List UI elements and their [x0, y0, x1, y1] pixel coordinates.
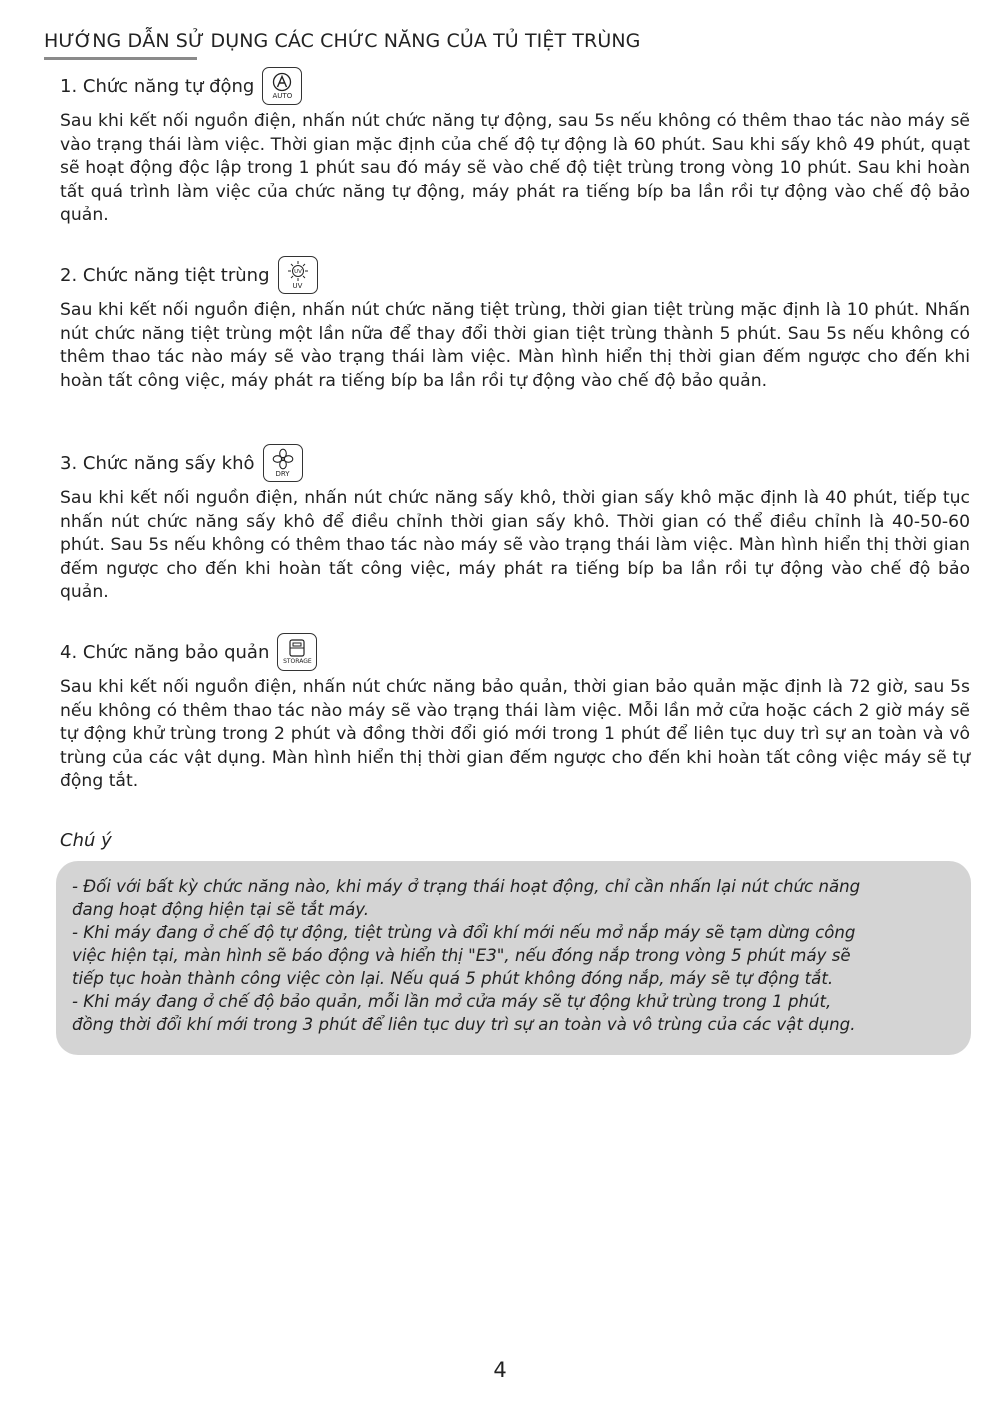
- note-line: - Khi máy đang ở chế độ tự động, tiệt trùng và đổi khí mới nếu mở nắp máy sẽ tạm dừng công: [72, 923, 856, 942]
- icon-caption: DRY: [275, 470, 290, 478]
- icon-caption: AUTO: [272, 92, 293, 100]
- section-body: Sau khi kết nối nguồn điện, nhấn nút chức năng tự động, sau 5s nếu không có thêm thao tác nào máy sẽ vào trạng thái làm việc. Thời gian mặc định của chế độ tự động là 60 phút. Sau khi sấy khô 49 phút, quạt sẽ hoạt động độc lập trong 1 phút sau đó máy sẽ vào chế độ tiệt trùng trong vòng 10 phút. Sau khi hoàn tất quá trình làm việc của chức năng tự động, máy phát ra tiếng bíp ba lần rồi tự động vào chế độ bảo quản.: [60, 111, 970, 225]
- section-title: 1. Chức năng tự động: [60, 75, 255, 97]
- fan-icon: [263, 444, 303, 482]
- uv-sun-icon: [278, 256, 318, 294]
- section-sterilize: [60, 255, 970, 393]
- section-title: 4. Chức năng bảo quản: [60, 641, 270, 663]
- uv-inner-label: UV: [293, 269, 302, 276]
- note-box: [56, 861, 971, 1055]
- cabinet-icon: [277, 633, 317, 671]
- note-line: đang hoạt động hiện tại sẽ tắt máy.: [72, 900, 370, 919]
- note-line: - Khi máy đang ở chế độ bảo quản, mỗi lần mở cửa máy sẽ tự động khử trùng trong 1 phút,: [72, 992, 832, 1011]
- page-title: HƯỚNG DẪN SỬ DỤNG CÁC CHỨC NĂNG CỦA TỦ TIỆT TRÙNG: [44, 30, 641, 52]
- section-body: Sau khi kết nối nguồn điện, nhấn nút chức năng bảo quản, thời gian bảo quản mặc định là 72 giờ, sau 5s nếu không có thêm thao tác nào máy sẽ vào trạng thái làm việc. Mỗi lần mở cửa hoặc cách 2 giờ máy sẽ tự động khử trùng trong 2 phút và đồng thời đổi gió mới trong 1 phút để liên tục duy trì sự an toàn và vô trùng của các vật dụng. Màn hình hiển thị thời gian đếm ngược cho đến khi hoàn tất công việc máy sẽ tự động tắt.: [60, 677, 970, 791]
- section-dry: [60, 443, 970, 605]
- note-line: đồng thời đổi khí mới trong 3 phút để liên tục duy trì sự an toàn và vô trùng của các vật dụng.: [72, 1015, 856, 1034]
- note-line: việc hiện tại, màn hình sẽ báo động và hiển thị "E3", nếu đóng nắp trong vòng 5 phút máy sẽ: [72, 946, 851, 965]
- section-body: Sau khi kết nối nguồn điện, nhấn nút chức năng tiệt trùng, thời gian tiệt trùng mặc định là 10 phút. Nhấn nút chức năng tiệt trùng một lần nữa để thay đổi thời gian tiệt trùng thành 5 phút. Sau 5s nếu không có thêm thao tác nào máy sẽ vào trạng thái làm việc. Màn hình hiển thị thời gian đếm ngược cho đến khi hoàn tất công việc, máy phát ra tiếng bíp ba lần rồi tự động vào chế độ bảo quản.: [60, 300, 970, 391]
- note-line: tiếp tục hoàn thành công việc còn lại. Nếu quá 5 phút không đóng nắp, máy sẽ tự động tắt.: [72, 969, 834, 988]
- section-storage: [60, 632, 970, 794]
- section-title: 2. Chức năng tiệt trùng: [60, 264, 270, 286]
- icon-caption: STORAGE: [283, 658, 312, 665]
- section-title: 3. Chức năng sấy khô: [60, 452, 255, 474]
- section-auto: [60, 66, 970, 228]
- page-number: 4: [493, 1358, 507, 1382]
- icon-caption: UV: [292, 282, 303, 290]
- note-title: Chú ý: [60, 830, 112, 851]
- auto-icon: [262, 67, 302, 105]
- title-underline: [44, 57, 197, 60]
- note-line: - Đối với bất kỳ chức năng nào, khi máy ở trạng thái hoạt động, chỉ cần nhấn lại nút chức năng: [72, 877, 861, 896]
- section-body: Sau khi kết nối nguồn điện, nhấn nút chức năng sấy khô, thời gian sấy khô mặc định là 40 phút, tiếp tục nhấn nút chức năng sấy khô để điều chỉnh thời gian sấy khô. Thời gian có thể điều chỉnh là 40-50-60 phút. Sau 5s nếu không có thêm thao tác nào máy sẽ vào trạng thái làm việc. Màn hình hiển thị thời gian đếm ngược cho đến khi hoàn tất công việc, máy phát ra tiếng bíp ba lần rồi tự động vào chế độ bảo quản.: [60, 488, 970, 602]
